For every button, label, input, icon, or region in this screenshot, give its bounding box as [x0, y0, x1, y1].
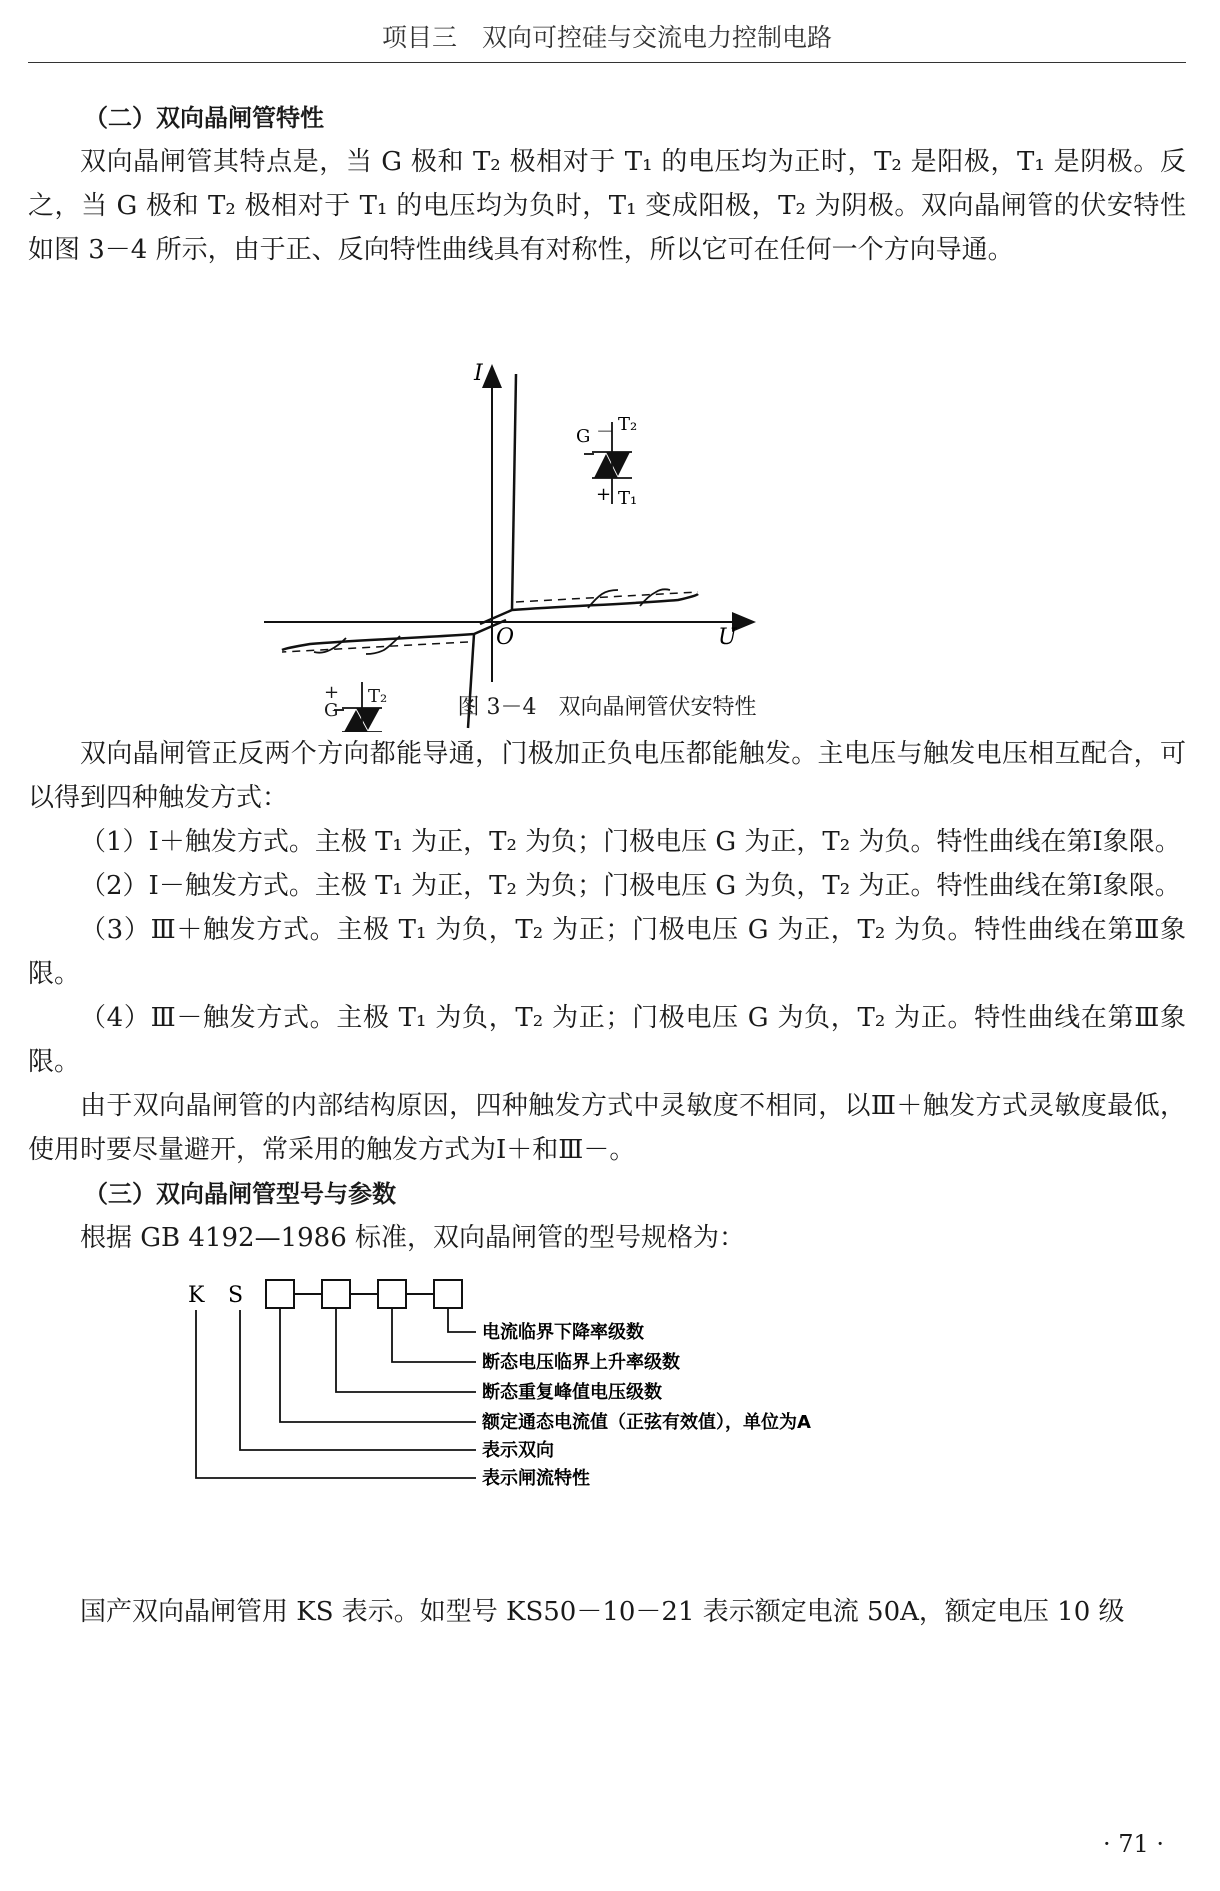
trigger-mode-item-2: （2）Ⅰ－触发方式。主极 T₁ 为正，T₂ 为负；门极电压 G 为负，T₂ 为正。特性曲线在第Ⅰ象限。 — [80, 871, 1181, 901]
lower-gate-label: G — [324, 700, 339, 721]
figure-caption: 图 3－4 双向晶闸管伏安特性 — [457, 695, 757, 720]
lower-t2-label: T₂ — [368, 686, 388, 707]
running-header — [28, 18, 1186, 63]
page-number: · 71 · — [1102, 1830, 1164, 1858]
y-axis-label: I — [474, 361, 483, 386]
label-current-fall-rate: 电流临界下降率级数 — [482, 1322, 644, 1343]
upper-t1-sign: + — [596, 484, 612, 505]
lower-gate-sign: + — [324, 682, 340, 703]
model-boxes — [266, 1280, 462, 1308]
paragraph-characteristics: 双向晶闸管其特点是，当 G 极和 T₂ 极相对于 T₁ 的电压均为正时，T₂ 是阳极，T₁ 是阴极。反之，当 G 极和 T₂ 极相对于 T₁ 的电压均为负时，T₁ 变成阳极，T₂ 为阴极。双向晶闸管的伏安特性如图 3－4 所示，由于正、反向特性曲线具有对称性，所以它可在任何一个方向导通。 — [28, 147, 1186, 265]
upper-t1-label: T₁ — [618, 488, 638, 509]
trigger-mode-item-1: （1）Ⅰ＋触发方式。主极 T₁ 为正，T₂ 为负；门极电压 G 为正，T₂ 为负。特性曲线在第Ⅰ象限。 — [80, 827, 1181, 857]
curve-quadrant-1-conduction — [512, 374, 516, 610]
upper-gate-sign: － — [596, 422, 614, 443]
paragraph-trigger-intro: 双向晶闸管正反两个方向都能导通，门极加正负电压都能触发。主电压与触发电压相互配合，可以得到四种触发方式： — [28, 739, 1186, 813]
trigger-mode-item-3: （3）Ⅲ＋触发方式。主极 T₁ 为负，T₂ 为正；门极电压 G 为正，T₂ 为负。特性曲线在第Ⅲ象限。 — [28, 915, 1186, 989]
triac-symbol-upper — [576, 414, 637, 509]
model-labels — [481, 1321, 811, 1489]
figure-3-4 — [28, 272, 1186, 732]
section-heading-characteristics: （二）双向晶闸管特性 — [84, 104, 324, 132]
paragraph-model-intro: 根据 GB 4192—1986 标准，双向晶闸管的型号规格为： — [80, 1223, 746, 1253]
page-content — [28, 96, 1186, 1634]
origin-label: O — [496, 625, 515, 650]
label-thyristor: 表示闸流特性 — [482, 1468, 590, 1489]
label-repetitive-peak-voltage: 断态重复峰值电压级数 — [482, 1382, 662, 1403]
paragraph-sensitivity: 由于双向晶闸管的内部结构原因，四种触发方式中灵敏度不相同，以Ⅲ＋触发方式灵敏度最低，使用时要尽量避开，常采用的触发方式为Ⅰ＋和Ⅲ－。 — [28, 1091, 1186, 1165]
letter-k: K — [188, 1283, 205, 1308]
label-rated-current: 额定通态电流值（正弦有效值），单位为A — [482, 1412, 811, 1433]
leader-lines — [196, 1308, 476, 1478]
upper-t2-label: T₂ — [618, 414, 638, 435]
label-bidirectional: 表示双向 — [482, 1440, 554, 1461]
x-axis-label: U — [718, 625, 737, 650]
letter-s: S — [228, 1283, 244, 1308]
label-voltage-rise-rate: 断态电压临界上升率级数 — [482, 1352, 680, 1373]
section-heading-model-params: （三）双向晶闸管型号与参数 — [84, 1180, 396, 1208]
running-header-title: 项目三 双向可控硅与交流电力控制电路 — [381, 23, 832, 52]
volt-ampere-diagram — [28, 272, 1186, 732]
trigger-mode-item-4: （4）Ⅲ－触发方式。主极 T₁ 为负，T₂ 为正；门极电压 G 为负，T₂ 为正。特性曲线在第Ⅲ象限。 — [28, 1003, 1186, 1077]
trigger-curve-3b — [314, 638, 346, 653]
model-designation-diagram — [28, 1260, 1186, 1590]
paragraph-closing: 国产双向晶闸管用 KS 表示。如型号 KS50－10－21 表示额定电流 50A，额定电压 10 级 — [80, 1597, 1125, 1627]
upper-gate-label: G — [576, 426, 591, 447]
